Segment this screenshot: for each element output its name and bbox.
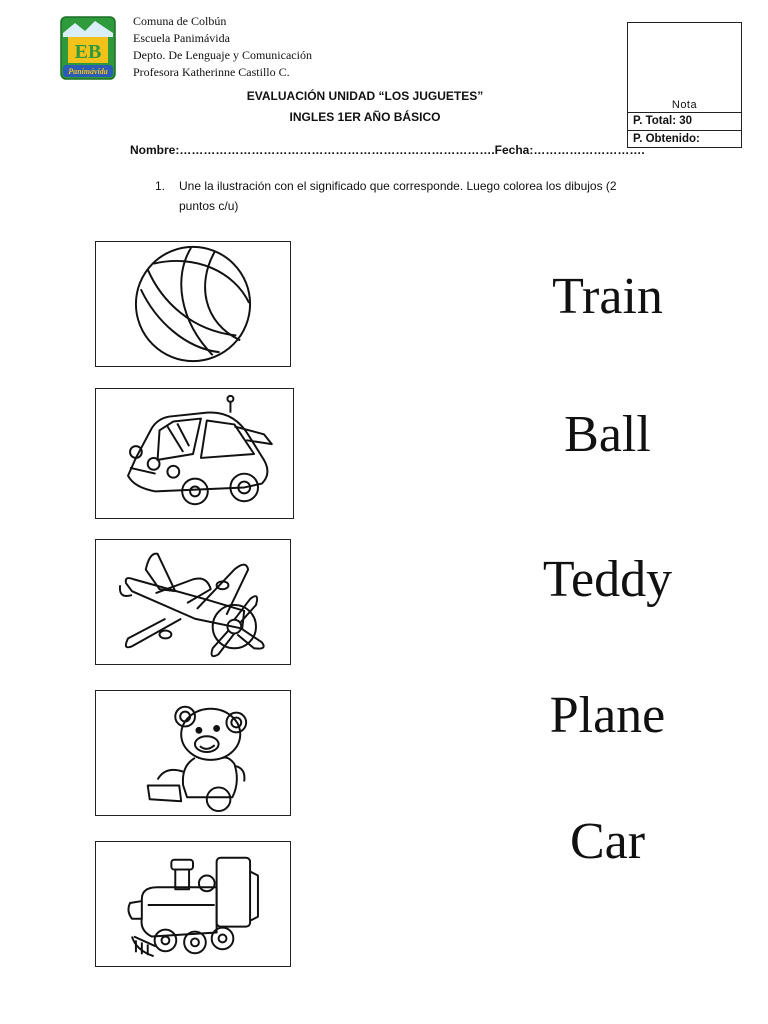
exam-title <box>190 86 540 128</box>
logo-initials: EB <box>74 41 102 63</box>
instruction <box>155 176 655 216</box>
instruction-number: 1. <box>155 179 166 193</box>
ball-picture <box>95 241 291 367</box>
grade-box-nota-label: Nota <box>671 99 698 111</box>
header-line-commune: Comuna de Colbún <box>133 14 227 28</box>
header-line-school: Escuela Panimávida <box>133 31 230 45</box>
school-logo-graphic <box>59 15 117 81</box>
header-line-department: Depto. De Lenguaje y Comunicación <box>133 48 312 62</box>
teddy-drawing <box>96 691 290 815</box>
train-picture <box>95 841 291 967</box>
grade-box <box>627 22 742 148</box>
school-header <box>133 13 312 81</box>
word-plane: Plane <box>549 687 666 744</box>
school-logo <box>59 15 117 81</box>
train-drawing <box>96 842 290 966</box>
instruction-text: Une la ilustración con el significado que corresponde. Luego colorea los dibujos (2 puntos c/u) <box>179 179 617 213</box>
word-car: Car <box>569 813 646 870</box>
ball-drawing <box>96 242 290 366</box>
exam-title-line1: EVALUACIÓN UNIDAD “LOS JUGUETES” <box>246 89 484 103</box>
exam-title-line2: INGLES 1ER AÑO BÁSICO <box>289 110 441 124</box>
grade-box-nota-area <box>628 23 741 113</box>
word-ball: Ball <box>564 406 651 463</box>
grade-box-total: P. Total: 30 <box>633 115 693 127</box>
word-train: Train <box>552 268 663 325</box>
grade-box-obtained: P. Obtenido: <box>628 130 741 147</box>
car-drawing <box>96 389 293 518</box>
logo-name: Panimávida <box>68 67 108 76</box>
teddy-picture <box>95 690 291 816</box>
plane-picture <box>95 539 291 665</box>
car-picture <box>95 388 294 519</box>
header-line-teacher: Profesora Katherinne Castillo C. <box>133 65 290 79</box>
word-teddy: Teddy <box>542 551 673 608</box>
plane-drawing <box>96 540 290 664</box>
student-name-date-line: Nombre:…………………………………………………………………….Fecha:………………………. <box>130 143 645 157</box>
